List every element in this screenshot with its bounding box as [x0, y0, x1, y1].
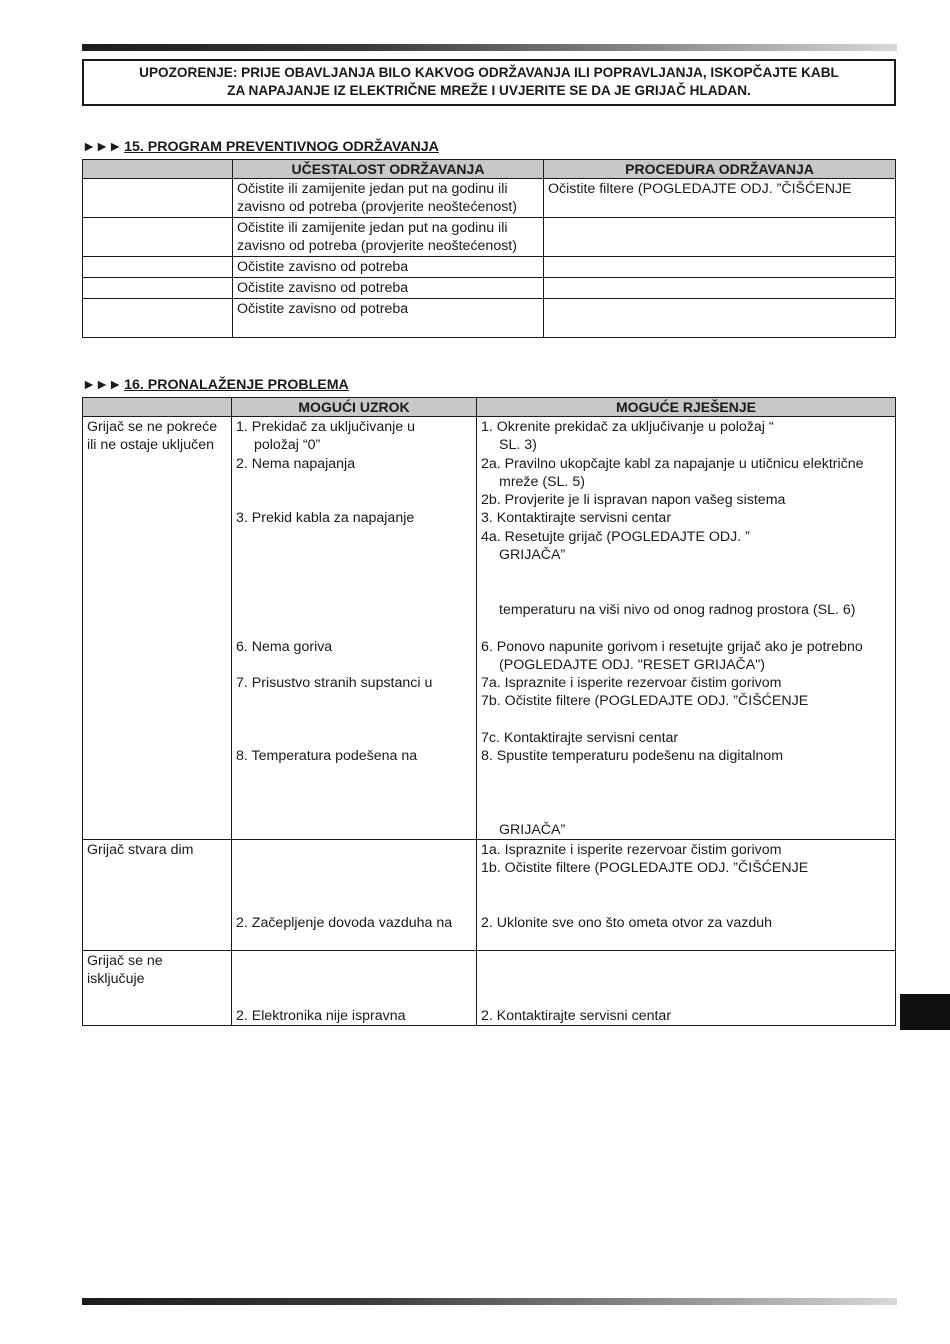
frequency-line: Očistite zavisno od potreba — [237, 259, 409, 275]
cause-spacer — [236, 896, 472, 914]
cause-line: 3. Prekid kabla za napajanje — [236, 510, 415, 527]
problem-3-label-cell — [83, 950, 232, 1025]
cause-spacer — [236, 859, 472, 877]
solution-spacer — [481, 896, 891, 914]
maintenance-frequency-cell — [233, 299, 544, 338]
maintenance-procedure-cell — [544, 278, 896, 299]
cause-line: 8. Temperatura podešena na — [236, 748, 418, 765]
procedure-line — [548, 258, 891, 276]
frequency-line: Očistite zavisno od potreba — [237, 301, 409, 317]
cause-line: 2. Elektronika nije ispravna — [236, 1007, 406, 1024]
frequency-line: Očistite ili zamijenite jedan put na godinu ili — [237, 181, 508, 197]
cause-line: 1. Prekidač za uključivanje u — [236, 419, 416, 435]
solution-spacer — [481, 784, 891, 802]
section-16-arrows: ►►► — [82, 377, 122, 393]
solution-spacer — [481, 970, 891, 988]
top-decorative-bar — [82, 44, 897, 51]
solution-spacer — [481, 988, 891, 1006]
solution-line: temperaturu na viši nivo od onog radnog prostora (SL. 6) — [499, 601, 856, 618]
frequency-line: zavisno od potreba (provjerite neoštećenost) — [237, 238, 517, 255]
solution-line: 1a. Ispraznite i isperite rezervoar čistim gorivom — [481, 841, 782, 858]
troubleshooting-header-solution: MOGUĆE RJEŠENJE — [477, 398, 896, 417]
solution-line: 2. Uklonite sve ono što ometa otvor za vazduh — [481, 915, 773, 932]
maintenance-row — [83, 218, 896, 257]
maintenance-row — [83, 257, 896, 278]
maintenance-frequency-cell — [233, 278, 544, 299]
frequency-line: Očistite ili zamijenite jedan put na godinu ili — [237, 220, 508, 236]
maintenance-header-row — [83, 160, 896, 179]
solution-line: 7b. Očistite filtere (POGLEDAJTE ODJ. ”ČIŠĆENJE — [481, 693, 809, 710]
cause-spacer — [236, 473, 472, 491]
solution-line: (POGLEDAJTE ODJ. "RESET GRIJAČA") — [499, 656, 766, 673]
frequency-line: Očistite zavisno od potreba — [237, 280, 409, 296]
solution-spacer — [481, 877, 891, 895]
section-15-title-text: 15. PROGRAM PREVENTIVNOG ODRŽAVANJA — [124, 139, 439, 155]
problem-1-label-cell — [83, 417, 232, 840]
solution-line: GRIJAČA” — [499, 821, 566, 838]
section-16-title — [82, 376, 349, 394]
problem-1-solutions-cell — [477, 417, 896, 840]
maintenance-item-cell — [83, 179, 233, 218]
solution-line: 2b. Provjerite je li ispravan napon vašeg sistema — [481, 492, 786, 509]
problem-1-causes-cell — [232, 417, 477, 840]
maintenance-header-procedure: PROCEDURA ODRŽAVANJA — [544, 160, 896, 179]
problem-1-label-line: Grijač se ne pokreće — [87, 419, 218, 435]
warning-line-1: UPOZORENJE: PRIJE OBAVLJANJA BILO KAKVOG ODRŽAVANJA ILI POPRAVLJANJA, ISKOPČAJTE KABL — [139, 65, 839, 80]
problem-3-causes-cell — [232, 950, 477, 1025]
maintenance-header-frequency: UČESTALOST ODRŽAVANJA — [233, 160, 544, 179]
solution-spacer — [481, 711, 891, 729]
solution-spacer — [481, 564, 891, 582]
solution-line: 2. Kontaktirajte servisni centar — [481, 1007, 672, 1024]
solution-line: 7c. Kontaktirajte servisni centar — [481, 730, 679, 747]
maintenance-item-cell — [83, 257, 233, 278]
maintenance-item-cell — [83, 278, 233, 299]
procedure-line — [548, 219, 891, 237]
cause-spacer — [236, 528, 472, 546]
cause-spacer — [236, 970, 472, 988]
section-15-title — [82, 138, 439, 156]
solution-spacer — [481, 952, 891, 970]
problem-2-label-line: Grijač stvara dim — [87, 841, 194, 858]
solution-line: 2a. Pravilno ukopčajte kabl za napajanje u utičnicu električne — [481, 455, 864, 472]
page-tab-marker — [900, 994, 950, 1030]
problem-3-label-line: Grijač se ne — [87, 952, 163, 969]
maintenance-procedure-cell — [544, 218, 896, 257]
cause-line: položaj “0” — [254, 437, 321, 454]
cause-spacer — [236, 841, 472, 859]
solution-line: 3. Kontaktirajte servisni centar — [481, 510, 672, 527]
troubleshooting-header-problem — [83, 398, 232, 417]
cause-spacer — [236, 546, 472, 564]
cause-spacer — [236, 601, 472, 619]
cause-line: 2. Nema napajanja — [236, 455, 356, 472]
maintenance-item-cell — [83, 299, 233, 338]
cause-spacer — [236, 619, 472, 637]
solution-spacer — [481, 766, 891, 784]
problem-2-solutions-cell — [477, 839, 896, 950]
troubleshooting-row-problem-2 — [83, 839, 896, 950]
solution-line: 8. Spustite temperaturu podešenu na digitalnom — [481, 748, 784, 765]
warning-line-2: ZA NAPAJANJE IZ ELEKTRIČNE MREŽE I UVJERITE SE DA JE GRIJAČ HLADAN. — [227, 83, 751, 98]
procedure-line — [548, 279, 891, 297]
cause-spacer — [236, 729, 472, 747]
solution-line: 1. Okrenite prekidač za uključivanje u položaj “ — [481, 419, 774, 435]
procedure-line — [548, 300, 891, 318]
solution-line: GRIJAČA” — [499, 547, 566, 564]
cause-spacer — [236, 877, 472, 895]
solution-line: 6. Ponovo napunite gorivom i resetujte grijač ako je potrebno — [481, 638, 863, 655]
troubleshooting-row-problem-1 — [83, 417, 896, 840]
cause-spacer — [236, 564, 472, 582]
cause-line: 7. Prisustvo stranih supstanci u — [236, 675, 433, 692]
cause-line: 6. Nema goriva — [236, 638, 333, 655]
maintenance-procedure-cell — [544, 257, 896, 278]
solution-spacer — [481, 583, 891, 601]
section-15-arrows: ►►► — [82, 139, 122, 155]
maintenance-procedure-cell — [544, 179, 896, 218]
troubleshooting-row-problem-3 — [83, 950, 896, 1025]
cause-spacer — [236, 692, 472, 710]
solution-spacer — [481, 619, 891, 637]
maintenance-header-item — [83, 160, 233, 179]
warning-box — [82, 59, 896, 106]
maintenance-item-cell — [83, 218, 233, 257]
troubleshooting-header-row — [83, 398, 896, 417]
problem-1-label-line: ili ne ostaje uključen — [87, 437, 214, 454]
cause-line: 2. Začepljenje dovoda vazduha na — [236, 915, 453, 932]
solution-line: mreže (SL. 5) — [499, 473, 585, 490]
solution-spacer — [481, 802, 891, 820]
maintenance-table — [82, 159, 896, 338]
maintenance-row — [83, 278, 896, 299]
troubleshooting-header-cause: MOGUĆI UZROK — [232, 398, 477, 417]
cause-spacer — [236, 711, 472, 729]
cause-spacer — [236, 656, 472, 674]
solution-line: 1b. Očistite filtere (POGLEDAJTE ODJ. ”ČIŠĆENJE — [481, 860, 809, 877]
problem-3-solutions-cell — [477, 950, 896, 1025]
cause-spacer — [236, 583, 472, 601]
cause-spacer — [236, 988, 472, 1006]
maintenance-frequency-cell — [233, 218, 544, 257]
bottom-decorative-bar — [82, 1298, 897, 1305]
cause-spacer — [236, 491, 472, 509]
maintenance-row — [83, 179, 896, 218]
solution-line: SL. 3) — [499, 437, 537, 454]
maintenance-frequency-cell — [233, 257, 544, 278]
maintenance-frequency-cell — [233, 179, 544, 218]
maintenance-row — [83, 299, 896, 338]
solution-line: 7a. Ispraznite i isperite rezervoar čistim gorivom — [481, 675, 782, 692]
troubleshooting-table — [82, 397, 896, 1026]
solution-line: 4a. Resetujte grijač (POGLEDAJTE ODJ. ” — [481, 528, 750, 545]
problem-2-label-cell — [83, 839, 232, 950]
maintenance-procedure-cell — [544, 299, 896, 338]
problem-3-label-line: isključuje — [87, 971, 145, 988]
procedure-line: Očistite filtere (POGLEDAJTE ODJ. ”ČIŠĆENJE — [548, 181, 852, 197]
section-16-title-text: 16. PRONALAŽENJE PROBLEMA — [124, 377, 349, 393]
cause-spacer — [236, 952, 472, 970]
frequency-line: zavisno od potreba (provjerite neoštećenost) — [237, 199, 517, 216]
problem-2-causes-cell — [232, 839, 477, 950]
